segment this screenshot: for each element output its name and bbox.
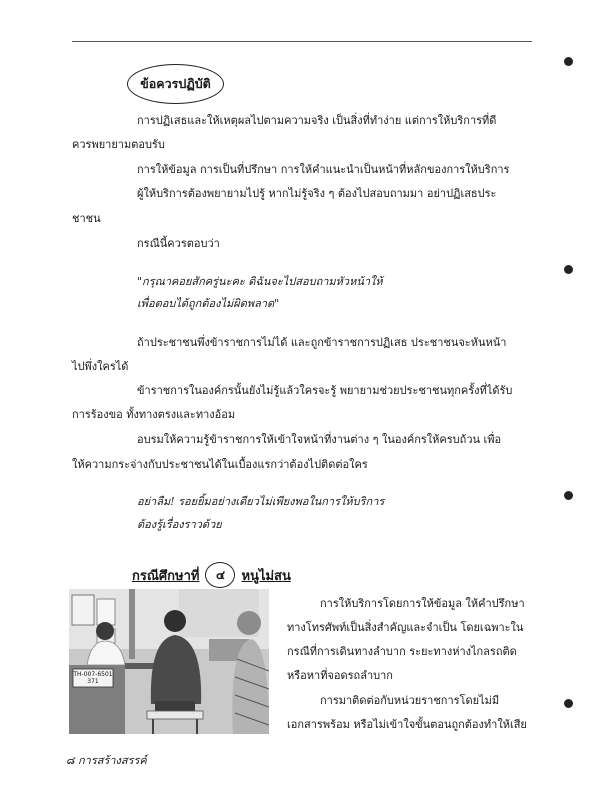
service-counter-photo <box>69 589 269 734</box>
desk-sign-text: 371 <box>87 678 99 685</box>
header-rule <box>72 41 532 42</box>
body-line: กรณีนี้ควรตอบว่า <box>137 237 220 250</box>
body-line: ควรพยายามตอบรับ <box>72 138 165 151</box>
body-line: ผู้ให้บริการต้องพยายามไปรู้ หากไม่รู้จริง ๆ ต้องไปสอบถามมา อย่าปฏิเสธประ <box>137 187 497 200</box>
body-line: อบรมให้ความรู้ข้าราชการให้เข้าใจหน้าที่งานต่าง ๆ ในองค์กรให้ครบถ้วน เพื่อ <box>137 433 502 446</box>
quote-line: "กรุณาคอยสักครู่นะคะ ดิฉันจะไปสอบถามหัวหน้าให้ <box>137 275 383 288</box>
body-line: การปฏิเสธและให้เหตุผลไปตามความจริง เป็นสิ่งที่ทำง่าย แต่การให้บริการที่ดี <box>137 114 497 127</box>
case-text-line: ทางโทรศัพท์เป็นสิ่งสำคัญและจำเป็น โดยเฉพาะใน <box>287 621 524 634</box>
case-text-line: การมาติดต่อกับหน่วยราชการโดยไม่มี <box>320 694 500 707</box>
body-line: ชาชน <box>72 212 101 225</box>
reminder-line: อย่าลืม! รอยยิ้มอย่างเดียวไม่เพียงพอในการให้บริการ <box>137 495 385 508</box>
section-title-box <box>127 64 224 104</box>
case-study-label: กรณีศึกษาที่ <box>132 568 200 584</box>
body-line: การให้ข้อมูล การเป็นที่ปรึกษา การให้คำแนะนำเป็นหน้าที่หลักของการให้บริการ <box>137 163 510 176</box>
reminder-line: ต้องรู้เรื่องราวด้วย <box>137 518 222 531</box>
binder-hole <box>564 57 573 66</box>
case-text-line: หรือหาที่จอดรถลำบาก <box>287 669 393 682</box>
body-line: ไปพึ่งใครได้ <box>72 360 129 373</box>
body-line: ข้าราชการในองค์กรนั้นยังไม่รู้แล้วใครจะรู้ พยายามช่วยประชาชนทุกครั้งที่ได้รับ <box>137 384 513 397</box>
case-study-title: หนูไม่สน <box>241 568 291 584</box>
quote-line: เพื่อตอบได้ถูกต้องไม่ผิดพลาด" <box>137 297 280 310</box>
binder-hole <box>564 265 573 274</box>
page-footer: ๘ การสร้างสรรค์ <box>66 754 147 767</box>
body-line: ให้ความกระจ่างกับประชาชนได้ในเบื้องแรกว่าต้องไปติดต่อใคร <box>72 458 368 471</box>
case-study-heading <box>132 562 291 588</box>
desk-sign-text: TH-007-6501 <box>73 671 113 678</box>
binder-hole <box>564 491 573 500</box>
section-title: ข้อควรปฏิบัติ <box>140 76 211 91</box>
body-line: การร้องขอ ทั้งทางตรงและทางอ้อม <box>72 408 236 421</box>
binder-hole <box>564 699 573 708</box>
case-text-line: กรณีที่การเดินทางลำบาก ระยะทางห่างไกลรถติด <box>287 645 517 658</box>
case-text-line: เอกสารพร้อม หรือไม่เข้าใจขั้นตอนถูกต้องทำให้เสีย <box>287 718 527 731</box>
case-text-line: การให้บริการโดยการให้ข้อมูล ให้คำปรึกษา <box>320 597 525 610</box>
photo-illustration <box>69 589 269 734</box>
case-number: ๔ <box>205 562 235 588</box>
body-line: ถ้าประชาชนพึ่งข้าราชการไม่ได้ และถูกข้าราชการปฏิเสธ ประชาชนจะหันหน้า <box>137 336 507 349</box>
